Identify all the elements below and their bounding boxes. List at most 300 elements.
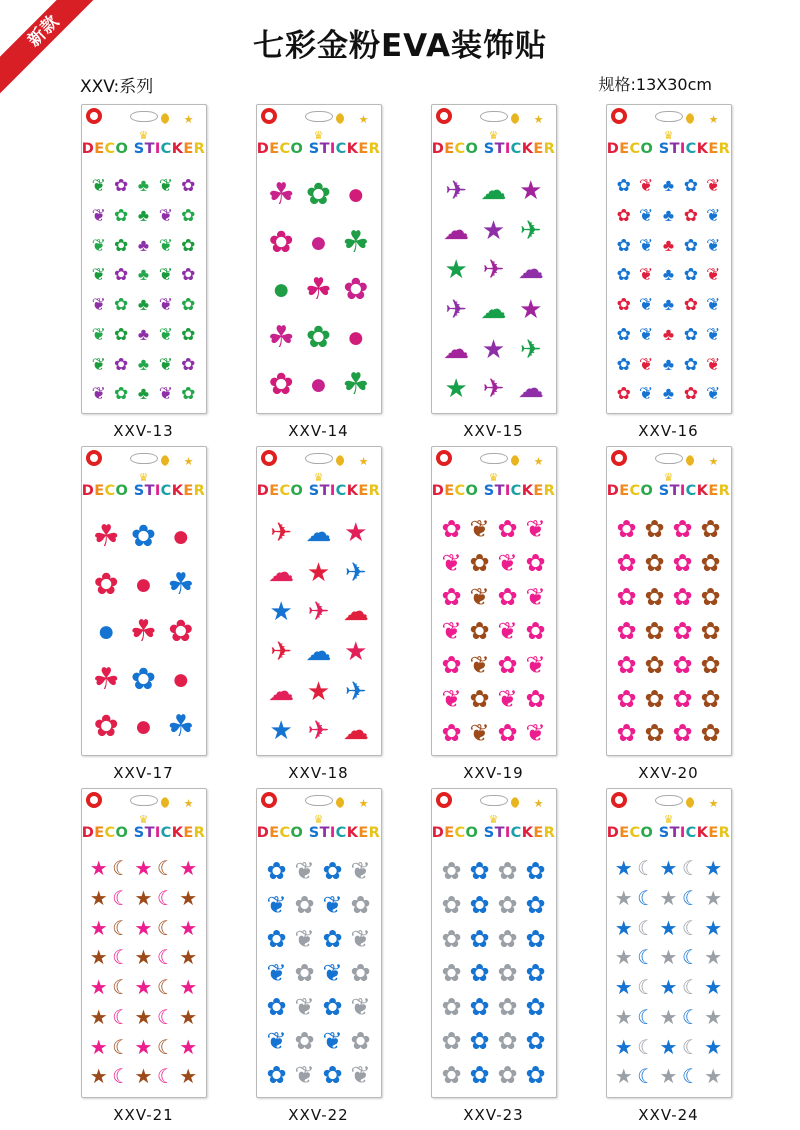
sakura-icon: ✿ [525, 960, 546, 987]
moon-icon [511, 113, 522, 124]
logo-icon [86, 108, 102, 124]
butterfly-icon: ❦ [322, 960, 343, 987]
product-code: XXV-18 [288, 764, 349, 782]
flower-icon: ✿ [683, 265, 698, 285]
butterfly-icon: ❦ [525, 516, 546, 543]
star-icon: ★ [134, 858, 153, 880]
pack-header [607, 447, 731, 509]
flower-icon: ✿ [113, 235, 129, 255]
pack-header [432, 789, 556, 851]
sakura-icon: ✿ [497, 960, 518, 987]
sticker-icon-group [261, 167, 377, 409]
sakura-icon: ✿ [672, 550, 693, 577]
sakura-icon: ✿ [294, 892, 315, 919]
star-icon: ★ [704, 947, 723, 970]
sakura-icon: ✿ [322, 926, 343, 953]
star-icon: ★ [179, 858, 198, 880]
sakura-icon: ✿ [469, 1028, 490, 1055]
butterfly-icon: ❦ [91, 295, 106, 314]
cloud-icon: ☁ [268, 675, 295, 706]
butterfly-icon: ❦ [322, 892, 343, 919]
logo-icon [86, 792, 102, 808]
sakura-icon: ✿ [441, 720, 462, 747]
butterfly-icon: ❦ [294, 994, 315, 1021]
sakura-icon: ✿ [322, 858, 343, 885]
star-icon: ★ [306, 675, 331, 706]
sakura-icon: ✿ [700, 652, 721, 679]
sakura-icon: ✿ [469, 858, 490, 885]
crown-icon: ♛ [488, 472, 499, 484]
moon-icon [161, 797, 172, 808]
butterfly-icon: ❦ [158, 205, 173, 225]
sakura-icon: ✿ [497, 720, 518, 747]
sakura-icon: ✿ [469, 686, 490, 713]
sticker-pack[interactable] [431, 788, 557, 1098]
moon-icon: ☾ [112, 1066, 131, 1089]
logo-icon [261, 450, 277, 466]
flower-icon: ✿ [268, 368, 294, 402]
butterfly-icon: ❦ [294, 1062, 315, 1089]
butterfly-icon: ❦ [350, 994, 371, 1021]
flower-icon: ✿ [683, 354, 698, 374]
flower-icon: ✿ [616, 384, 631, 404]
airplane-icon: ✈ [307, 715, 330, 746]
clover-icon: ♣ [662, 205, 675, 225]
clover-icon: ♣ [137, 295, 150, 314]
sakura-icon: ✿ [441, 1062, 462, 1089]
flower-icon: ✿ [616, 265, 631, 285]
star-icon: ★ [179, 947, 198, 970]
butterfly-icon: ❦ [266, 1028, 287, 1055]
sakura-icon: ✿ [497, 584, 518, 611]
product-cell[interactable] [406, 446, 581, 788]
airplane-icon: ✈ [445, 175, 468, 205]
butterfly-icon: ❦ [266, 960, 287, 987]
sakura-icon: ✿ [469, 550, 490, 577]
cloud-icon: ☁ [342, 596, 369, 627]
star-icon: ★ [134, 947, 153, 970]
sticker-icon-group [611, 851, 727, 1093]
logo-icon [436, 450, 452, 466]
crown-icon: ♛ [138, 814, 149, 826]
flower-icon: ✿ [130, 662, 157, 696]
product-cell[interactable] [406, 788, 581, 1130]
star-icon: ★ [659, 917, 678, 940]
sakura-icon: ✿ [441, 1028, 462, 1055]
star-icon: ★ [659, 947, 678, 970]
product-cell[interactable] [56, 446, 231, 788]
star-icon: ★ [704, 1036, 723, 1059]
cloud-icon: ☁ [305, 635, 332, 666]
sticker-pack[interactable] [256, 446, 382, 756]
series-label: XXV:系列 [80, 77, 154, 97]
flower-icon: ✿ [168, 615, 194, 649]
flower-icon: ✿ [181, 265, 196, 285]
cloud-icon: ☁ [517, 373, 544, 404]
sakura-icon: ✿ [497, 926, 518, 953]
sticker-pack[interactable] [606, 788, 732, 1098]
clover-icon: ♣ [137, 324, 150, 344]
star-icon: ★ [89, 1006, 108, 1029]
star-icon: ★ [358, 114, 369, 126]
flower-icon: ✿ [113, 176, 129, 195]
sakura-icon: ✿ [441, 652, 462, 679]
cloud-icon: ☁ [443, 214, 470, 245]
moon-icon [511, 455, 522, 466]
star-icon: ★ [659, 977, 678, 999]
airplane-icon: ✈ [307, 596, 330, 627]
crown-icon: ♛ [138, 130, 149, 142]
moon-icon [336, 455, 347, 466]
mushroom-icon: ☘ [130, 615, 157, 649]
moon-icon [686, 455, 697, 466]
moon-icon: ☾ [156, 917, 175, 940]
mushroom-icon: ☘ [92, 520, 120, 553]
clover-icon: ♣ [662, 235, 675, 255]
moon-icon: ☾ [637, 887, 656, 910]
ladybug-icon: ● [309, 225, 328, 259]
pack-header [432, 447, 556, 509]
sakura-icon: ✿ [525, 926, 546, 953]
sakura-icon: ✿ [700, 618, 721, 645]
logo-icon [611, 108, 627, 124]
cloud-icon: ☁ [305, 517, 332, 547]
moon-icon: ☾ [112, 1036, 131, 1059]
star-icon: ★ [614, 1036, 633, 1059]
sticker-pack[interactable] [81, 104, 207, 414]
ladybug-icon: ● [309, 368, 328, 402]
flower-icon: ✿ [683, 176, 698, 195]
mushroom-icon: ☘ [92, 662, 120, 696]
sakura-icon: ✿ [266, 1062, 287, 1089]
sakura-icon: ✿ [616, 618, 637, 645]
sticker-sheet [611, 509, 727, 751]
sakura-icon: ✿ [525, 858, 546, 885]
flower-icon: ✿ [181, 324, 196, 344]
flower-icon: ✿ [616, 354, 631, 374]
flower-icon: ✿ [616, 235, 631, 255]
sakura-icon: ✿ [441, 892, 462, 919]
sakura-icon: ✿ [441, 516, 462, 543]
star-icon: ★ [134, 1006, 153, 1029]
moon-icon [336, 797, 347, 808]
ladybug-icon: ● [97, 615, 116, 649]
crown-icon: ♛ [488, 814, 499, 826]
moon-icon: ☾ [156, 858, 175, 880]
moon-icon: ☾ [681, 977, 700, 999]
airplane-icon: ✈ [519, 214, 542, 245]
star-icon: ★ [614, 1006, 633, 1029]
moon-icon: ☾ [681, 858, 700, 880]
star-icon: ★ [269, 596, 293, 627]
product-code: XXV-16 [638, 422, 699, 440]
butterfly-icon: ❦ [497, 550, 518, 577]
sticker-icon-group [86, 167, 202, 409]
butterfly-icon: ❦ [706, 265, 721, 285]
sakura-icon: ✿ [644, 720, 665, 747]
moon-icon: ☾ [112, 887, 131, 910]
moon-icon: ☾ [637, 917, 656, 940]
butterfly-icon: ❦ [638, 205, 654, 225]
star-icon: ★ [89, 917, 108, 940]
flower-icon: ✿ [181, 354, 196, 374]
product-code: XXV-17 [113, 764, 174, 782]
deco-sticker-wordmark: DECO STICKER [256, 141, 381, 157]
butterfly-icon: ❦ [469, 652, 490, 679]
sakura-icon: ✿ [469, 960, 490, 987]
butterfly-icon: ❦ [638, 295, 654, 314]
moon-icon: ☾ [112, 947, 131, 970]
flower-icon: ✿ [181, 205, 196, 225]
sticker-sheet [261, 509, 377, 751]
clover-icon: ♣ [137, 235, 150, 255]
moon-icon: ☾ [637, 1036, 656, 1059]
star-icon: ★ [444, 254, 468, 285]
sticker-pack[interactable] [81, 446, 207, 756]
butterfly-icon: ❦ [441, 550, 462, 577]
clover-icon: ♣ [137, 205, 150, 225]
star-icon: ★ [614, 977, 633, 999]
sticker-pack[interactable] [606, 104, 732, 414]
star-icon: ★ [179, 1036, 198, 1059]
moon-icon: ☾ [637, 947, 656, 970]
logo-icon [611, 792, 627, 808]
product-cell[interactable] [56, 104, 231, 446]
cloud-icon: ☁ [517, 254, 544, 285]
sakura-icon: ✿ [700, 516, 721, 543]
sakura-icon: ✿ [644, 618, 665, 645]
sakura-icon: ✿ [469, 618, 490, 645]
sticker-sheet [611, 851, 727, 1093]
product-cell[interactable] [406, 104, 581, 446]
butterfly-icon: ❦ [638, 384, 654, 404]
sakura-icon: ✿ [616, 516, 637, 543]
sticker-pack[interactable] [256, 788, 382, 1098]
butterfly-icon: ❦ [350, 926, 371, 953]
sticker-icon-group [611, 167, 727, 409]
butterfly-icon: ❦ [294, 926, 315, 953]
star-icon: ★ [358, 798, 369, 810]
clover-icon: ♣ [662, 295, 675, 314]
butterfly-icon: ❦ [638, 176, 654, 195]
sakura-icon: ✿ [644, 686, 665, 713]
pack-header [607, 105, 731, 167]
butterfly-icon: ❦ [158, 384, 173, 404]
sticker-sheet [436, 167, 552, 409]
sticker-sheet [261, 167, 377, 409]
flower-icon: ✿ [305, 320, 332, 354]
sticker-pack[interactable] [81, 788, 207, 1098]
moon-icon: ☾ [637, 1006, 656, 1029]
cloud-icon: ☁ [342, 715, 369, 746]
butterfly-icon: ❦ [158, 354, 173, 374]
sticker-pack[interactable] [431, 446, 557, 756]
crown-icon: ♛ [138, 472, 149, 484]
crown-icon: ♛ [488, 130, 499, 142]
sticker-icon-group [86, 509, 202, 751]
sakura-icon: ✿ [672, 720, 693, 747]
product-code: XXV-15 [463, 422, 524, 440]
ribbon-label: 新款 [0, 0, 110, 97]
new-arrival-ribbon [0, 0, 110, 110]
product-code: XXV-19 [463, 764, 524, 782]
deco-sticker-wordmark: DECO STICKER [81, 141, 206, 157]
butterfly-icon: ❦ [441, 618, 462, 645]
flower-icon: ✿ [113, 384, 129, 404]
moon-icon [511, 797, 522, 808]
ladybug-icon: ● [171, 662, 190, 696]
header-subline [0, 72, 800, 96]
product-code: XXV-13 [113, 422, 174, 440]
star-icon: ★ [444, 373, 468, 404]
star-icon: ★ [659, 858, 678, 880]
sakura-icon: ✿ [441, 858, 462, 885]
product-cell[interactable] [581, 788, 756, 1130]
butterfly-icon: ❦ [638, 265, 654, 285]
star-icon: ★ [344, 517, 368, 547]
flower-icon: ✿ [113, 205, 129, 225]
clover-icon: ♣ [662, 324, 675, 344]
star-icon: ★ [179, 1006, 198, 1029]
star-icon: ★ [659, 887, 678, 910]
butterfly-icon: ❦ [525, 584, 546, 611]
moon-icon: ☾ [112, 977, 131, 999]
butterfly-icon: ❦ [638, 324, 654, 344]
airplane-icon: ✈ [270, 517, 293, 547]
moon-icon: ☾ [681, 917, 700, 940]
product-cell[interactable] [231, 104, 406, 446]
sticker-pack[interactable] [606, 446, 732, 756]
deco-sticker-wordmark: DECO STICKER [81, 483, 206, 499]
sakura-icon: ✿ [441, 584, 462, 611]
flower-icon: ✿ [343, 273, 369, 307]
clover-icon: ♣ [662, 265, 675, 285]
flower-icon: ✿ [683, 324, 698, 344]
sticker-icon-group [611, 509, 727, 751]
deco-sticker-wordmark: DECO STICKER [431, 141, 556, 157]
star-icon: ★ [358, 456, 369, 468]
butterfly-icon: ❦ [706, 205, 721, 225]
sticker-icon-group [261, 509, 377, 751]
pack-header [82, 447, 206, 509]
product-code: XXV-22 [288, 1106, 349, 1124]
sakura-icon: ✿ [469, 892, 490, 919]
sakura-icon: ✿ [672, 584, 693, 611]
product-code: XXV-20 [638, 764, 699, 782]
product-cell[interactable] [231, 446, 406, 788]
flower-icon: ✿ [683, 295, 698, 314]
flower-icon: ✿ [181, 176, 196, 195]
sakura-icon: ✿ [266, 994, 287, 1021]
star-icon: ★ [89, 1066, 108, 1089]
star-icon: ★ [306, 556, 331, 587]
sakura-icon: ✿ [350, 892, 371, 919]
sakura-icon: ✿ [525, 618, 546, 645]
butterfly-icon: ❦ [706, 384, 721, 404]
butterfly-icon: ❦ [350, 1062, 371, 1089]
product-code: XXV-14 [288, 422, 349, 440]
sticker-pack[interactable] [256, 104, 382, 414]
sticker-sheet [611, 167, 727, 409]
sakura-icon: ✿ [525, 994, 546, 1021]
star-icon: ★ [659, 1036, 678, 1059]
mushroom-icon: ☘ [167, 710, 195, 744]
sakura-icon: ✿ [616, 686, 637, 713]
sticker-pack[interactable] [431, 104, 557, 414]
sakura-icon: ✿ [441, 960, 462, 987]
sakura-icon: ✿ [497, 652, 518, 679]
flower-icon: ✿ [93, 567, 119, 601]
product-cell[interactable] [581, 446, 756, 788]
flower-icon: ✿ [181, 384, 196, 404]
star-icon: ★ [134, 887, 153, 910]
butterfly-icon: ❦ [91, 235, 106, 255]
pack-header [82, 789, 206, 851]
product-cell[interactable] [231, 788, 406, 1130]
sakura-icon: ✿ [616, 720, 637, 747]
star-icon: ★ [704, 887, 723, 910]
sakura-icon: ✿ [700, 720, 721, 747]
star-icon: ★ [533, 114, 544, 126]
star-icon: ★ [179, 1066, 198, 1089]
butterfly-icon: ❦ [91, 354, 106, 374]
product-cell[interactable] [581, 104, 756, 446]
butterfly-icon: ❦ [497, 618, 518, 645]
star-icon: ★ [614, 887, 633, 910]
logo-icon [436, 792, 452, 808]
clover-icon: ♣ [137, 176, 150, 195]
flower-icon: ✿ [616, 324, 631, 344]
flower-icon: ✿ [683, 205, 698, 225]
flower-icon: ✿ [130, 520, 157, 553]
butterfly-icon: ❦ [294, 858, 315, 885]
butterfly-icon: ❦ [497, 686, 518, 713]
spec-label: 规格:13X30cm [598, 75, 712, 94]
pack-header [432, 105, 556, 167]
clover-icon: ♣ [137, 384, 150, 404]
mushroom-icon: ☘ [167, 567, 195, 601]
clover-icon: ♣ [662, 354, 675, 374]
product-cell[interactable] [56, 788, 231, 1130]
crown-icon: ♛ [663, 472, 674, 484]
star-icon: ★ [659, 1006, 678, 1029]
star-icon: ★ [481, 214, 506, 245]
sakura-icon: ✿ [497, 994, 518, 1021]
deco-sticker-wordmark: DECO STICKER [606, 141, 731, 157]
star-icon: ★ [183, 798, 194, 810]
sakura-icon: ✿ [525, 686, 546, 713]
mushroom-icon: ☘ [342, 368, 370, 402]
butterfly-icon: ❦ [158, 235, 173, 255]
cloud-icon: ☁ [443, 333, 470, 364]
ladybug-icon: ● [346, 178, 365, 211]
moon-icon: ☾ [156, 887, 175, 910]
sticker-sheet [86, 167, 202, 409]
sakura-icon: ✿ [469, 994, 490, 1021]
moon-icon: ☾ [112, 1006, 131, 1029]
sakura-icon: ✿ [469, 1062, 490, 1089]
moon-icon [161, 113, 172, 124]
sticker-icon-group [86, 851, 202, 1093]
sakura-icon: ✿ [700, 584, 721, 611]
star-icon: ★ [704, 917, 723, 940]
airplane-icon: ✈ [482, 373, 505, 404]
flower-icon: ✿ [683, 384, 698, 404]
sakura-icon: ✿ [644, 516, 665, 543]
crown-icon: ♛ [313, 130, 324, 142]
star-icon: ★ [614, 1066, 633, 1089]
flower-icon: ✿ [683, 235, 698, 255]
